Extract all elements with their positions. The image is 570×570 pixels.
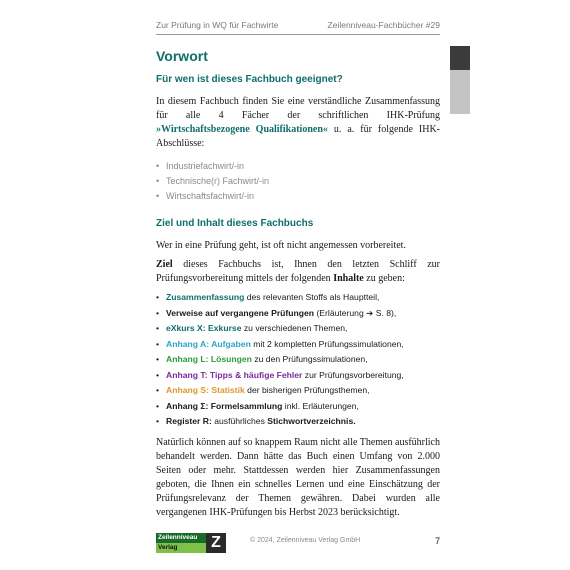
page-number: 7 bbox=[434, 536, 440, 546]
chapter-tab-marker-light bbox=[450, 70, 470, 114]
item-label: Zusammenfassung bbox=[166, 292, 245, 302]
audience-heading: Für wen ist dieses Fachbuch geeignet? bbox=[156, 74, 343, 85]
list-item: • Anhang A: Aufgaben mit 2 kompletten Prüfungssimulationen, bbox=[156, 337, 440, 353]
item-label: Lösungen bbox=[210, 354, 252, 364]
list-item: • Register R: ausführliches Stichwortverzeichnis. bbox=[156, 414, 440, 430]
page-content bbox=[156, 48, 440, 520]
bullet-icon: • bbox=[156, 323, 160, 333]
bullet-icon: • bbox=[156, 400, 160, 411]
goals-paragraph-2: Ziel dieses Fachbuchs ist, Ihnen den letzten Schliff zur Prüfungsvorbereitung mittels der folgenden Inhalte zu geben: bbox=[156, 259, 440, 284]
contents-list bbox=[156, 290, 440, 430]
page-footer bbox=[156, 533, 440, 553]
bullet-icon: • bbox=[156, 354, 160, 364]
item-label: Formelsammlung bbox=[210, 400, 283, 411]
copyright-notice: © 2024, Zeilenniveau Verlag GmbH bbox=[250, 537, 361, 544]
bullet-icon: • bbox=[156, 292, 160, 302]
list-item: • Anhang T: Tipps & häufige Fehler zur Prüfungsvorbereitung, bbox=[156, 368, 440, 384]
item-label: Tipps & häufige Fehler bbox=[209, 369, 303, 380]
logo-line-1: Zeilenniveau bbox=[158, 534, 198, 541]
list-item: • Technische(r) Fachwirt/-in bbox=[156, 174, 440, 189]
bullet-icon: • bbox=[156, 385, 160, 395]
list-item: • Zusammenfassung des relevanten Stoffs als Hauptteil, bbox=[156, 290, 440, 306]
audience-list bbox=[156, 159, 440, 204]
bullet-icon: • bbox=[156, 416, 160, 426]
publisher-logo bbox=[156, 533, 226, 553]
bullet-icon: • bbox=[156, 191, 160, 201]
section-title: Vorwort bbox=[156, 48, 208, 64]
header-book-title: Zur Prüfung in WQ für Fachwirte bbox=[156, 20, 279, 30]
list-item: • Anhang Σ: Formelsammlung inkl. Erläuterungen, bbox=[156, 399, 440, 415]
goals-heading: Ziel und Inhalt dieses Fachbuchs bbox=[156, 218, 314, 229]
item-label: Verweise auf vergangene Prüfungen bbox=[166, 307, 315, 318]
logo-mark-icon: Z bbox=[206, 533, 226, 553]
audience-intro: In diesem Fachbuch finden Sie eine verständliche Zusammenfassung für alle 4 Fächer der schriftlichen IHK-Prüfung »Wirtschaftsbezogene Qualifikationen« u. a. für folgende IHK-Abschlüsse: bbox=[156, 96, 440, 149]
bullet-icon: • bbox=[156, 338, 160, 349]
logo-line-2: Verlag bbox=[156, 543, 206, 553]
list-item: • Industriefachwirt/-in bbox=[156, 159, 440, 174]
bullet-icon: • bbox=[156, 161, 160, 171]
list-item: • Anhang S: Statistik der bisherigen Prüfungsthemen, bbox=[156, 383, 440, 399]
goals-paragraph-1: Wer in eine Prüfung geht, ist oft nicht angemessen vorbereitet. bbox=[156, 240, 406, 251]
chapter-tab-marker bbox=[450, 46, 470, 70]
bullet-icon: • bbox=[156, 307, 160, 318]
item-label: Exkurse bbox=[208, 323, 242, 333]
list-item: • Wirtschaftsfachwirt/-in bbox=[156, 189, 440, 204]
list-item: • eXkurs X: Exkurse zu verschiedenen Themen, bbox=[156, 321, 440, 337]
list-item: • Anhang L: Lösungen zu den Prüfungssimulationen, bbox=[156, 352, 440, 368]
bullet-icon: • bbox=[156, 369, 160, 380]
list-item: • Verweise auf vergangene Prüfungen (Erläuterung ➔ S. 8), bbox=[156, 306, 440, 322]
bullet-icon: • bbox=[156, 176, 160, 186]
running-header bbox=[156, 20, 440, 35]
item-label: Aufgaben bbox=[211, 338, 251, 349]
item-label: Stichwortverzeichnis bbox=[267, 416, 354, 426]
goals-paragraph-3: Natürlich können auf so knappem Raum nicht alle Themen ausführlich behandelt werden. Dann hätte das Buch einen Umfang von 2.000 Seiten oder mehr. Stattdessen werden hier Zusammenfassungen geboten, die Ihnen ein schnelles Lernen und eine Einschätzung der Prüfungsrelevanz der Themen gewähren. Dabei wurden alle vergangenen IHK-Prüfungen bis Herbst 2023 berücksichtigt. bbox=[156, 436, 440, 518]
item-label: Statistik bbox=[211, 385, 245, 395]
header-series: Zeilenniveau-Fachbücher #29 bbox=[327, 20, 440, 30]
qualification-name: »Wirtschaftsbezogene Qualifikationen« bbox=[156, 124, 328, 135]
